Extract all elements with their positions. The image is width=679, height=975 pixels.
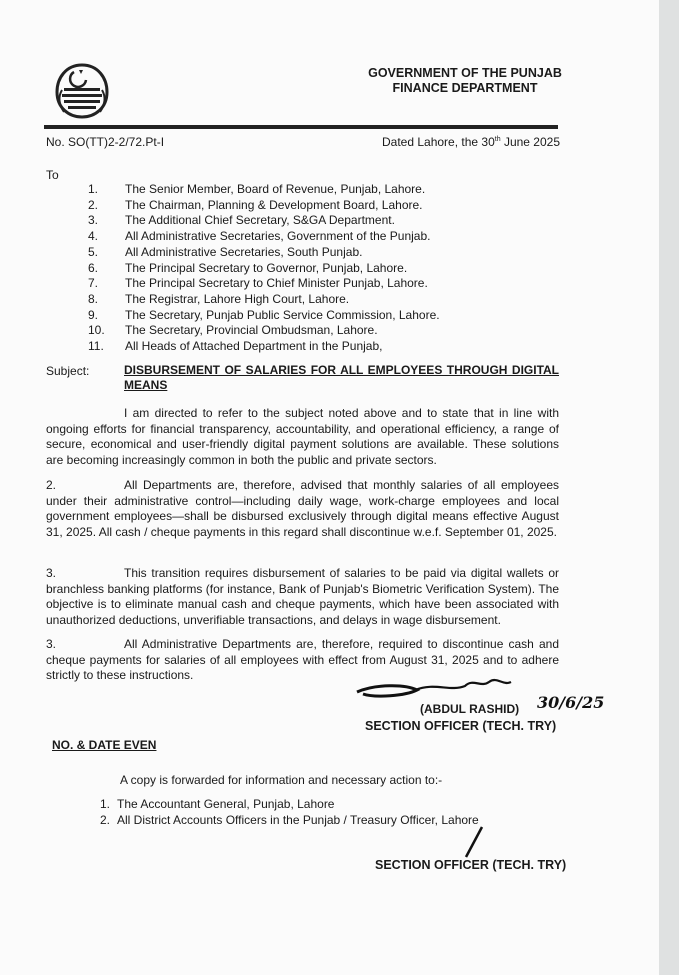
date-line bbox=[360, 135, 560, 149]
reference-number: No. SO(TT)2-2/72.Pt-I bbox=[46, 135, 165, 149]
list-text: All District Accounts Officers in the Punjab / Treasury Officer, Lahore bbox=[117, 812, 479, 827]
date-superscript: th bbox=[494, 136, 501, 143]
list-text: All Administrative Secretaries, South Punjab. bbox=[125, 244, 363, 259]
list-item bbox=[88, 276, 440, 292]
signatory-title-2: SECTION OFFICER (TECH. TRY) bbox=[375, 858, 567, 872]
list-text: The Senior Member, Board of Revenue, Punjab, Lahore. bbox=[125, 182, 426, 196]
copy-list bbox=[100, 797, 479, 828]
list-number: 4. bbox=[88, 229, 99, 244]
list-number: 8. bbox=[88, 291, 99, 306]
list-text: The Chairman, Planning & Development Board, Lahore. bbox=[125, 197, 423, 212]
no-date-even: NO. & DATE EVEN bbox=[52, 738, 157, 752]
list-text: The Secretary, Punjab Public Service Commission, Lahore. bbox=[125, 307, 440, 322]
list-item bbox=[88, 182, 440, 198]
paragraph-2 bbox=[46, 478, 559, 540]
paragraph-3 bbox=[46, 566, 559, 628]
handwritten-date: 30/6/25 bbox=[537, 693, 605, 712]
list-item bbox=[88, 261, 440, 277]
list-number: 6. bbox=[88, 260, 99, 275]
to-label: To bbox=[46, 168, 59, 182]
date-suffix: June 2025 bbox=[500, 135, 560, 149]
list-text: The Accountant General, Punjab, Lahore bbox=[117, 797, 335, 811]
list-number: 1. bbox=[100, 797, 111, 811]
paragraph-body: All Departments are, therefore, advised that monthly salaries of all employees under their administrative control—including daily wage, work-charge employees and local government employees—shall be disbursed exclusively through digital means effective August 31, 2025. All cash / cheque payments in this regard shall discontinue w.e.f. September 01, 2025. bbox=[46, 478, 559, 539]
paragraph-1: I am directed to refer to the subject noted above and to state that in line with ongoing efforts for financial transparency, accountability, and operational efficiency, a range of secure, economical and user-friendly digital payment solutions are available. These solutions are becoming increasingly common in both the public and private sectors. bbox=[46, 406, 559, 467]
list-item bbox=[88, 308, 440, 324]
list-item bbox=[100, 797, 479, 813]
paragraph-body: This transition requires disbursement of salaries to be paid via digital wallets or branchless banking platforms (for instance, Bank of Punjab's Biometric Verification System). The objective is to eliminate manual cash and cheque payments, which have been associated with unauthorized deductions, unverifiable transactions, and delays in wage disbursement. bbox=[46, 566, 559, 627]
list-item bbox=[88, 323, 440, 339]
list-item bbox=[88, 198, 440, 214]
list-text: The Additional Chief Secretary, S&GA Department. bbox=[125, 213, 395, 228]
paragraph-number: 3. bbox=[46, 566, 57, 580]
list-item bbox=[88, 339, 440, 355]
list-item bbox=[88, 245, 440, 261]
list-number: 2. bbox=[100, 812, 111, 827]
signatory-title: SECTION OFFICER (TECH. TRY) bbox=[365, 719, 557, 733]
list-number: 5. bbox=[88, 244, 99, 259]
list-text: The Principal Secretary to Governor, Punjab, Lahore. bbox=[125, 260, 408, 275]
list-item bbox=[88, 292, 440, 308]
list-number: 2. bbox=[88, 197, 99, 212]
list-number: 1. bbox=[88, 182, 99, 196]
copy-forward-line: A copy is forwarded for information and necessary action to:- bbox=[120, 773, 443, 787]
list-number: 11. bbox=[88, 339, 104, 354]
list-text: The Registrar, Lahore High Court, Lahore. bbox=[125, 291, 350, 306]
letterhead bbox=[330, 66, 600, 96]
initial-mark bbox=[460, 825, 490, 859]
paragraph-number: 2. bbox=[46, 478, 57, 492]
letterhead-line1: GOVERNMENT OF THE PUNJAB bbox=[368, 66, 562, 80]
subject-label: Subject: bbox=[46, 364, 90, 378]
letterhead-line2: FINANCE DEPARTMENT bbox=[392, 81, 538, 95]
recipient-list bbox=[88, 182, 440, 355]
subject-text: DISBURSEMENT OF SALARIES FOR ALL EMPLOYEES THROUGH DIGITAL MEANS bbox=[124, 363, 559, 392]
list-number: 7. bbox=[88, 276, 99, 291]
signatory-name: (ABDUL RASHID) bbox=[420, 702, 520, 716]
list-text: All Heads of Attached Department in the Punjab, bbox=[125, 339, 383, 354]
list-number: 3. bbox=[88, 213, 99, 228]
page-margin bbox=[659, 0, 679, 975]
list-number: 9. bbox=[88, 307, 99, 322]
list-text: The Principal Secretary to Chief Minister Punjab, Lahore. bbox=[125, 276, 428, 291]
list-item bbox=[100, 813, 479, 829]
list-text: The Secretary, Provincial Ombudsman, Lahore. bbox=[125, 323, 378, 338]
punjab-government-logo bbox=[52, 60, 112, 120]
paragraph-number: 3. bbox=[46, 637, 57, 651]
header-rule bbox=[44, 125, 558, 129]
paragraph-body: All Administrative Departments are, therefore, required to discontinue cash and cheque payments for salaries of all employees with effect from August 31, 2025 and to adhere strictly to these instructions. bbox=[46, 637, 559, 682]
list-item bbox=[88, 213, 440, 229]
list-number: 10. bbox=[88, 323, 105, 338]
date-prefix: Dated Lahore, the 30 bbox=[382, 135, 495, 149]
list-item bbox=[88, 229, 440, 245]
list-text: All Administrative Secretaries, Government of the Punjab. bbox=[125, 229, 431, 244]
